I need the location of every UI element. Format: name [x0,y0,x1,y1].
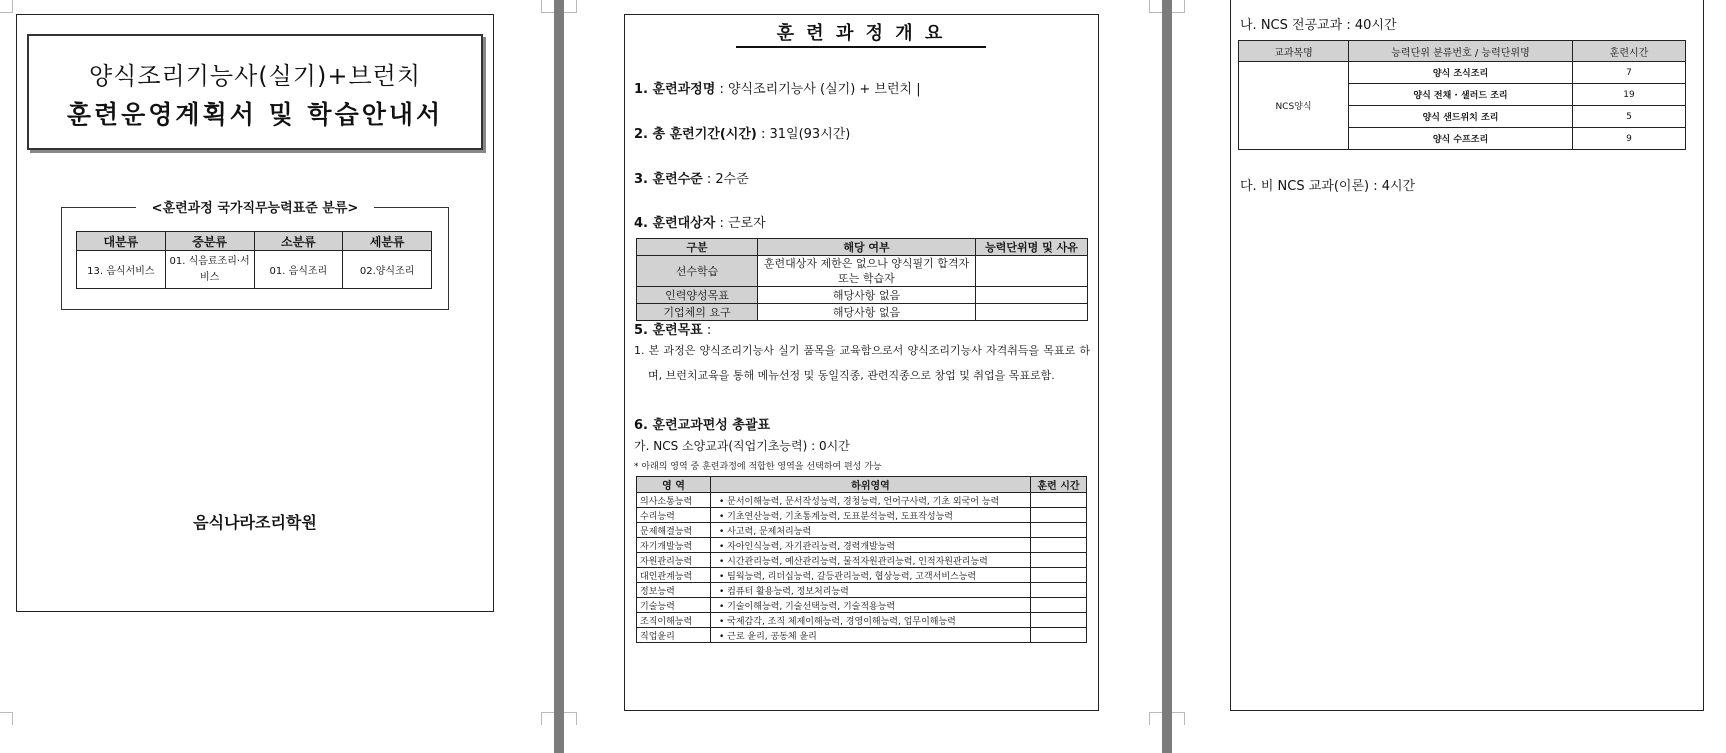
basic-hours [1031,628,1087,643]
goal-label: 5. 훈련목표 [634,323,703,338]
basic-hours [1031,613,1087,628]
overview-heading: 훈 련 과 정 개 요 [736,19,986,48]
major-page [1172,0,1726,753]
major-subject-name: NCS양식 [1239,62,1349,150]
ncs-table [76,231,432,289]
basic-subarea: • 컴퓨터 활용능력, 정보처리능력 [711,583,1031,598]
basic-area: 직업윤리 [637,628,711,643]
page-corner-mark [541,0,554,13]
target-row-label: 인력양성목표 [637,287,758,304]
basic-header: 영 역 [637,477,711,493]
course-name-value: : 양식조리기능사 (실기) + 브런치 | [719,82,921,97]
target-line [634,212,766,231]
target-header: 능력단위명 및 사유 [976,239,1088,256]
basic-hours [1031,493,1087,508]
ncs-header: 중분류 [165,232,254,251]
basic-hours [1031,598,1087,613]
target-label: 4. 훈련대상자 [634,216,716,231]
ncs-value: 02.양식조리 [343,251,432,289]
basic-hours [1031,553,1087,568]
ncs-value: 01. 식음료조리·서비스 [165,251,254,289]
goal-text: 1. 본 과정은 양식조리기능사 실기 품목을 교육함으로서 양식조리기능사 자격취득을 목표로 하며, 브런치교육을 통해 메뉴선정 및 동일직종, 관련직종으로 창업 및 취업을 목표로함. [634,344,1090,382]
target-value: : 근로자 [719,216,766,231]
basic-subject-note: * 아래의 영역 중 훈련과정에 적합한 영역을 선택하여 편성 가능 [634,462,882,472]
major-unit: 양식 조식조리 [1349,62,1573,84]
basic-subarea: • 근로 윤리, 공동체 윤리 [711,628,1031,643]
basic-subarea: • 문서이해능력, 문서작성능력, 경청능력, 언어구사력, 기초 외국어 능력 [711,493,1031,508]
training-level-value: : 2수준 [706,172,749,187]
target-row-reason [976,287,1088,304]
goal-heading-line [634,319,711,338]
basic-subarea: • 시간관리능력, 예산관리능력, 물적자원관리능력, 인적자원관리능력 [711,553,1031,568]
page-corner-mark [564,712,577,725]
course-name-line [634,78,921,97]
page-corner-mark [1149,712,1162,725]
major-hours: 9 [1573,128,1686,150]
page-corner-mark [0,712,13,725]
training-level-line [634,168,749,187]
major-header: 능력단위 분류번호 / 능력단위명 [1349,41,1573,62]
major-hours: 19 [1573,84,1686,106]
cover-title-box [27,34,483,150]
non-ncs-heading: 다. 비 NCS 교과(이론) : 4시간 [1240,179,1416,194]
basic-hours [1031,508,1087,523]
ncs-value: 01. 음식조리 [254,251,343,289]
major-hours: 5 [1573,106,1686,128]
basic-subarea: • 국제감각, 조직 체제이해능력, 경영이해능력, 업무이해능력 [711,613,1031,628]
basic-hours [1031,538,1087,553]
major-unit: 양식 전채 · 샐러드 조리 [1349,84,1573,106]
basic-area: 자기개발능력 [637,538,711,553]
target-row-value: 해당사항 없음 [758,304,976,321]
institute-name: 음식나라조리학원 [193,513,317,532]
cover-page [0,0,554,753]
target-row-label: 기업체의 요구 [637,304,758,321]
cover-title-line1: 양식조리기능사(실기)+브런치 [88,62,422,90]
overview-page [564,0,1162,753]
basic-header: 훈련 시간 [1031,477,1087,493]
major-header: 교과목명 [1239,41,1349,62]
training-period-line [634,123,850,142]
basic-competency-table [636,476,1087,643]
basic-header: 하위영역 [711,477,1031,493]
major-subject-heading: 나. NCS 전공교과 : 40시간 [1240,18,1397,33]
basic-subarea: • 자아인식능력, 자기관리능력, 경력개발능력 [711,538,1031,553]
page-corner-mark [0,0,13,13]
ncs-caption: <훈련과정 국가직무능력표준 분류> [136,197,374,216]
target-row-value: 훈련대상자 제한은 없으나 양식필기 합격자 또는 학습자 [758,256,976,287]
basic-area: 기술능력 [637,598,711,613]
basic-area: 자원관리능력 [637,553,711,568]
page-corner-mark [1149,0,1162,13]
page-corner-mark [1172,712,1185,725]
page-corner-mark [1172,0,1185,13]
training-level-label: 3. 훈련수준 [634,172,703,187]
basic-area: 정보능력 [637,583,711,598]
basic-subject-heading: 가. NCS 소양교과(직업기초능력) : 0시간 [634,439,850,453]
major-unit: 양식 수프조리 [1349,128,1573,150]
target-row-reason [976,256,1088,287]
ncs-value: 13. 음식서비스 [77,251,166,289]
target-header: 해당 여부 [758,239,976,256]
major-unit: 양식 샌드위치 조리 [1349,106,1573,128]
basic-area: 대인관계능력 [637,568,711,583]
major-table [1238,40,1686,150]
training-period-value: : 31일(93시간) [760,127,851,142]
basic-area: 문제해결능력 [637,523,711,538]
basic-subarea: • 팀웍능력, 리더십능력, 갈등관리능력, 협상능력, 고객서비스능력 [711,568,1031,583]
ncs-header: 세분류 [343,232,432,251]
target-table [636,238,1088,321]
goal-colon: : [706,323,712,338]
ncs-header: 소분류 [254,232,343,251]
page-corner-mark [541,712,554,725]
target-header: 구분 [637,239,758,256]
basic-subarea: • 기술이해능력, 기술선택능력, 기술적용능력 [711,598,1031,613]
basic-hours [1031,523,1087,538]
curriculum-heading: 6. 훈련교과편성 총괄표 [634,418,771,433]
basic-hours [1031,568,1087,583]
basic-area: 조직이해능력 [637,613,711,628]
target-row-reason [976,304,1088,321]
target-row-label: 선수학습 [637,256,758,287]
cover-title-line2: 훈련운영계획서 및 학습안내서 [66,100,444,129]
basic-area: 의사소통능력 [637,493,711,508]
basic-area: 수리능력 [637,508,711,523]
course-name-label: 1. 훈련과정명 [634,82,716,97]
major-hours: 7 [1573,62,1686,84]
major-header: 훈련시간 [1573,41,1686,62]
page-corner-mark [564,0,577,13]
ncs-header: 대분류 [77,232,166,251]
training-period-label: 2. 총 훈련기간(시간) [634,127,757,142]
target-row-value: 해당사항 없음 [758,287,976,304]
basic-subarea: • 기초연산능력, 기초통계능력, 도표분석능력, 도표작성능력 [711,508,1031,523]
basic-subarea: • 사고력, 문제처리능력 [711,523,1031,538]
basic-hours [1031,583,1087,598]
